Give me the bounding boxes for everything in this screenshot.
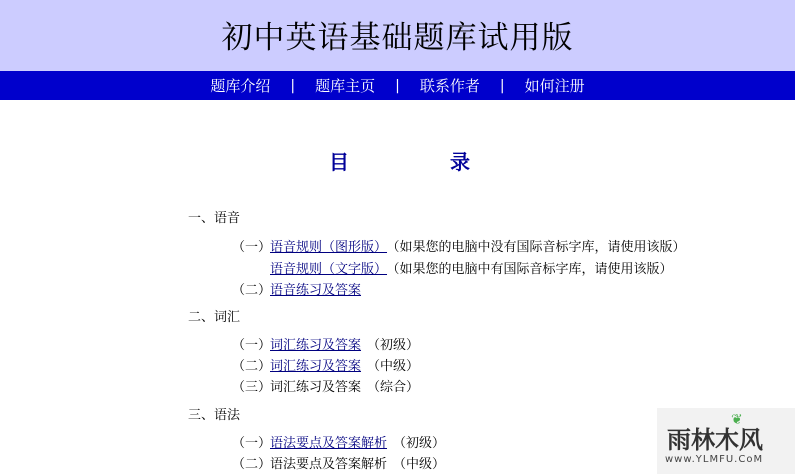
item-note: （初级） — [393, 436, 446, 451]
toc-link[interactable]: 语音规则（图形版） — [270, 240, 388, 255]
toc-text: 语法要点及答案解析 — [270, 457, 388, 472]
item-number: （二） — [232, 283, 272, 298]
toc-link[interactable]: 语音规则（文字版） — [270, 262, 388, 277]
toc-link[interactable]: 词汇练习及答案 — [270, 359, 362, 374]
item-note: （中级） — [367, 359, 420, 374]
nav-separator: | — [395, 77, 400, 94]
item-note: （初级） — [367, 338, 420, 353]
toc-title-left: 目 — [329, 150, 349, 174]
list-item — [232, 258, 673, 277]
watermark-url: www.YLMFU.CoM — [665, 454, 764, 465]
toc-link[interactable]: 语法要点及答案解析 — [270, 436, 388, 451]
header-banner — [0, 0, 795, 71]
list-item — [232, 453, 445, 472]
nav-link-home[interactable]: 题库主页 — [315, 77, 376, 95]
item-note: （综合） — [367, 380, 420, 395]
nav-separator: | — [290, 77, 296, 94]
item-note: （中级） — [393, 457, 446, 472]
nav-separator: | — [499, 77, 505, 94]
nav-link-contact[interactable]: 联系作者 — [419, 77, 480, 95]
list-item — [232, 376, 419, 395]
list-item — [232, 279, 361, 298]
section-heading-phonetics: 一、语音 — [188, 211, 241, 226]
watermark-logo — [657, 408, 795, 474]
item-number: （二） — [232, 457, 272, 472]
nav-bar — [0, 71, 795, 100]
list-item — [232, 355, 419, 374]
toc-text: 词汇练习及答案 — [270, 380, 362, 395]
nav-link-intro[interactable]: 题库介绍 — [210, 77, 271, 95]
item-note: （如果您的电脑中没有国际音标字库，请使用该版） — [393, 240, 686, 255]
item-number: （三） — [232, 380, 272, 395]
section-heading-vocabulary: 二、词汇 — [188, 310, 241, 325]
page-title: 初中英语基础题库试用版 — [221, 20, 574, 56]
nav-link-register[interactable]: 如何注册 — [524, 77, 585, 95]
leaf-icon: ❦ — [731, 412, 743, 428]
toc-title — [0, 146, 795, 176]
toc-title-right: 录 — [450, 150, 470, 174]
item-number: （二） — [232, 359, 272, 374]
list-item — [232, 334, 419, 353]
item-note: （如果您的电脑中有国际音标字库，请使用该版） — [393, 262, 673, 277]
watermark-name: 雨林木风 — [667, 426, 763, 454]
toc-link[interactable]: 词汇练习及答案 — [270, 338, 362, 353]
list-item — [232, 432, 445, 451]
toc-link[interactable]: 语音练习及答案 — [270, 283, 362, 298]
section-heading-grammar: 三、语法 — [188, 408, 241, 423]
item-number: （一） — [232, 436, 272, 451]
list-item — [232, 236, 686, 255]
item-number: （一） — [232, 240, 272, 255]
item-number: （一） — [232, 338, 272, 353]
